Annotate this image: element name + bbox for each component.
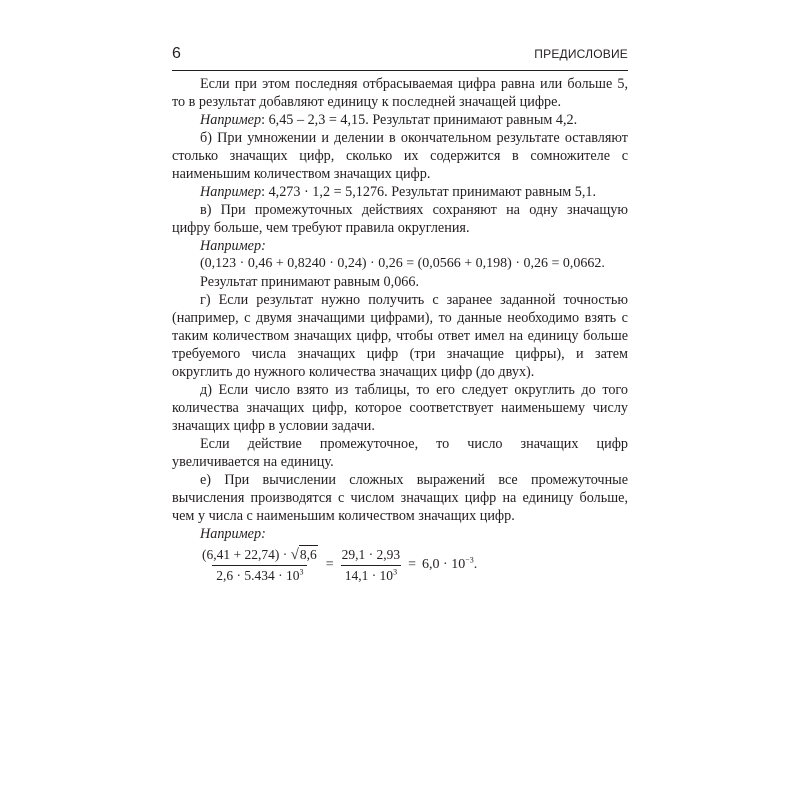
fraction-2-numerator: 29,1 · 2,93: [341, 546, 401, 562]
fraction-2-denominator: [341, 565, 401, 585]
sqrt-icon: √: [290, 547, 299, 563]
formula-fraction: [172, 545, 628, 585]
formula-line: [172, 255, 628, 273]
result-end: .: [473, 557, 478, 572]
denominator-exponent: 3: [299, 567, 304, 577]
example-colon: :: [261, 526, 266, 542]
paragraph: г) Если результат нужно получить с заранее заданной точностью (например, с двумя значащими цифрами), то данные необходимо взять с таким количеством значащих цифр, чтобы ответ имел на единицу больше требуемого числа значащих цифр (три значащие цифры), и затем округлить до нужного количества значащих цифр (до двух).: [172, 292, 628, 380]
denominator-base: 2,6 · 5.434 · 10: [216, 568, 300, 583]
paragraph: в) При промежуточных действиях сохраняют на одну значащую цифру больше, чем требуют правила округления.: [172, 202, 628, 236]
section-title: ПРЕДИСЛОВИЕ: [534, 47, 628, 61]
denominator-base: 14,1 · 10: [344, 567, 394, 583]
example-paragraph: [172, 111, 628, 129]
sqrt-expression: [291, 545, 318, 564]
formula-right: (0,0566 + 0,198) · 0,26 = 0,0662.: [417, 256, 605, 271]
equals-sign: =: [408, 557, 417, 572]
example-label: Например: [200, 112, 262, 128]
example-text: : 6,45 – 2,3 = 4,15. Результат принимают равным 4,2.: [261, 112, 578, 128]
formula-left: (0,123 · 0,46 + 0,8240 · 0,24) · 0,26 =: [200, 256, 418, 271]
page-header: [172, 40, 628, 71]
fraction-2: [340, 546, 403, 585]
sqrt-value: 8,6: [299, 547, 317, 562]
numerator-expression: (6,41 + 22,74) ·: [202, 547, 291, 562]
paragraph: д) Если число взято из таблицы, то его следует округлить до того количества значащих цифр, которое соответствует наименьшему числу значащих цифр в условии задачи.: [172, 382, 628, 434]
example-text: : 4,273 · 1,2 = 5,1276. Результат принимают равным 5,1.: [261, 184, 597, 200]
example-colon: :: [261, 238, 266, 254]
example-paragraph: [172, 237, 628, 255]
equals-sign: =: [325, 557, 334, 572]
example-paragraph: [172, 183, 628, 201]
result-line: Результат принимают равным 0,066.: [200, 274, 420, 290]
formula-result: [422, 556, 477, 574]
example-paragraph: [172, 525, 628, 543]
result-exponent: −3: [465, 555, 474, 565]
result-base: 6,0 · 10: [422, 557, 466, 572]
paragraph: б) При умножении и делении в окончательном результате оставляют столько значащих цифр, сколько их содержится в сомножителе с наименьшим количеством значащих цифр.: [172, 130, 628, 182]
fraction-1: [200, 545, 320, 585]
fraction-1-denominator: [212, 565, 307, 585]
paragraph: е) При вычислении сложных выражений все промежуточные вычисления производятся с числом значащих цифр на единицу больше, чем у числа с наименьшим количеством значащих цифр.: [172, 472, 628, 524]
paragraph: Если при этом последняя отбрасываемая цифра равна или больше 5, то в результат добавляют единицу к последней значащей цифре.: [172, 76, 628, 110]
example-label: Например: [200, 526, 262, 542]
paragraph: Если действие промежуточное, то число значащих цифр увеличивается на единицу.: [172, 436, 628, 470]
book-page: [172, 40, 628, 585]
example-label: Например: [200, 238, 262, 254]
denominator-exponent: 3: [393, 567, 398, 576]
example-label: Например: [200, 184, 262, 200]
page-body: [172, 75, 628, 585]
page-number: 6: [172, 45, 181, 62]
fraction-1-numerator: [200, 545, 320, 565]
